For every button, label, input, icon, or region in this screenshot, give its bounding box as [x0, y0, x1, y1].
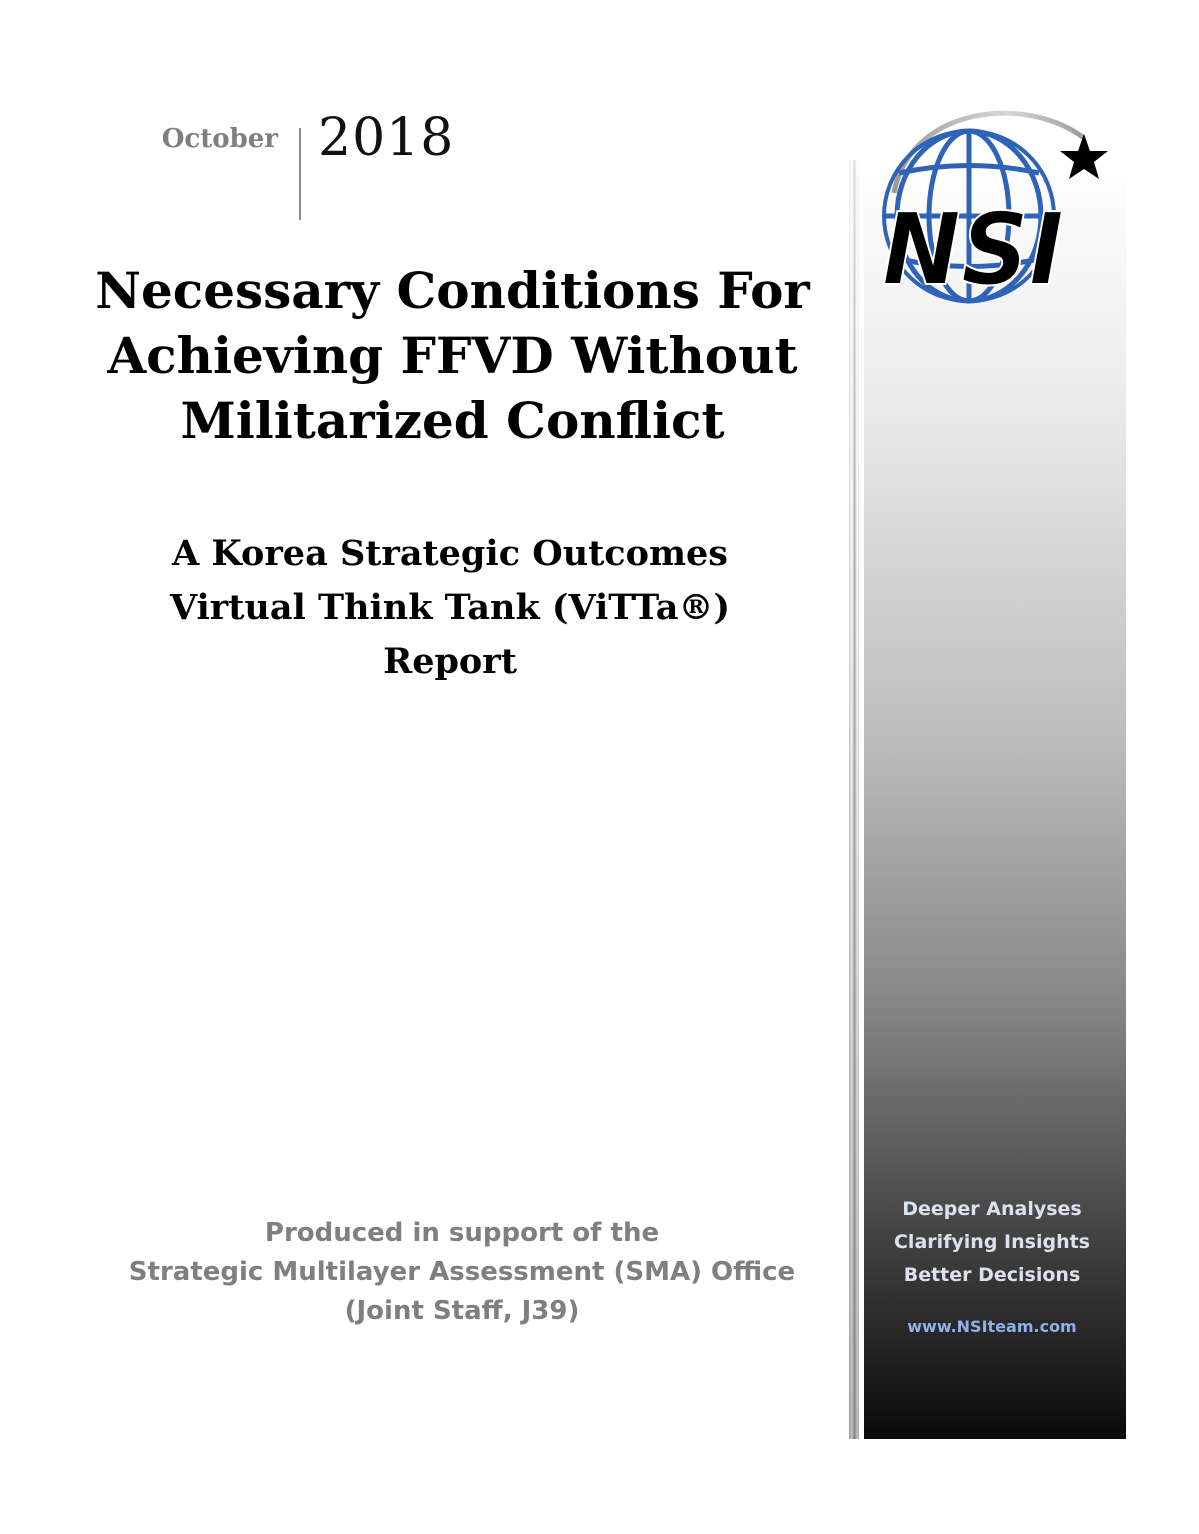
- produced-line: Produced in support of the: [264, 1218, 660, 1248]
- date-divider: [299, 128, 301, 220]
- sidebar-rule-shade: [849, 160, 859, 1439]
- tagline-line: Better Decisions: [903, 1264, 1081, 1286]
- title-line: Militarized Conflict: [180, 391, 725, 450]
- title-line: Achieving FFVD Without: [107, 326, 798, 385]
- nsi-logo: [874, 98, 1114, 308]
- tagline-line: Deeper Analyses: [902, 1198, 1082, 1220]
- subtitle-line: Report: [383, 641, 517, 682]
- website-link[interactable]: www.NSIteam.com: [907, 1317, 1077, 1336]
- star-icon: [1060, 134, 1108, 179]
- subtitle-line: A Korea Strategic Outcomes: [172, 533, 728, 574]
- date-month: October: [161, 124, 278, 154]
- produced-in-support-of: [112, 1214, 812, 1331]
- report-title: [80, 258, 825, 453]
- title-line: Necessary Conditions For: [95, 261, 810, 320]
- tagline-line: Clarifying Insights: [893, 1231, 1090, 1253]
- date-year: 2018: [318, 108, 455, 168]
- produced-line: (Joint Staff, J39): [344, 1296, 580, 1326]
- subtitle-line: Virtual Think Tank (ViTTa®): [169, 587, 731, 628]
- produced-line: Strategic Multilayer Assessment (SMA) Office: [128, 1257, 796, 1287]
- logo-text: NSI: [882, 191, 1064, 308]
- report-subtitle: [120, 527, 780, 689]
- sidebar-tagline: [870, 1193, 1114, 1292]
